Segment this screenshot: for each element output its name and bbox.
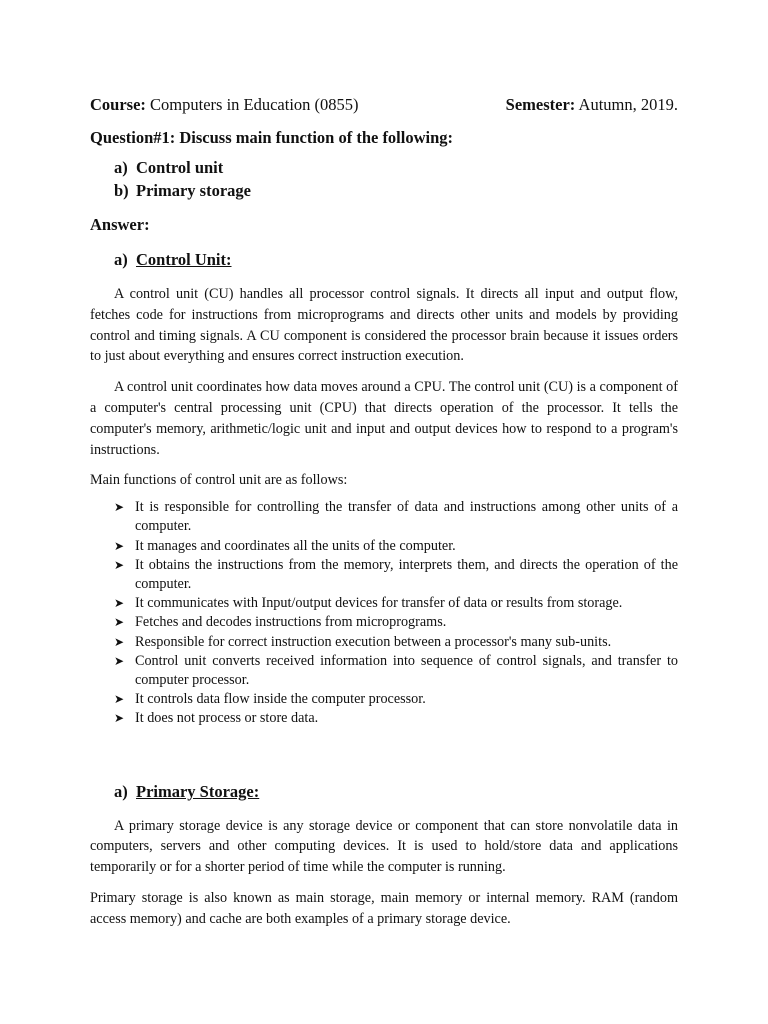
list-item-text: It communicates with Input/output devices for transfer of data or results from storage.	[135, 595, 623, 612]
list-item-text: It manages and coordinates all the units of the computer.	[135, 537, 456, 554]
functions-list	[90, 498, 678, 728]
list-item-text: Fetches and decodes instructions from microprograms.	[135, 614, 447, 631]
semester-info	[506, 93, 678, 117]
section-spacer	[90, 729, 678, 769]
course-value: Computers in Education (0855)	[145, 95, 359, 114]
list-item	[114, 613, 678, 632]
semester-label: Semester:	[505, 95, 576, 114]
functions-intro: Main functions of control unit are as follows:	[90, 472, 348, 489]
list-item-text: It is responsible for controlling the transfer of data and instructions among other units of a computer.	[135, 499, 678, 535]
list-item	[114, 594, 678, 613]
list-item	[114, 556, 678, 594]
arrow-bullet-icon: ➤	[114, 653, 125, 668]
item-label: Control unit	[136, 158, 224, 177]
arrow-bullet-icon: ➤	[114, 615, 125, 630]
list-item-text: It does not process or store data.	[135, 710, 319, 727]
control-unit-paragraph-1: A control unit (CU) handles all processor control signals. It directs all input and output flow, fetches code for instructions from microprograms and directs other units and models by providing control and timing signals. A CU component is considered the processor brain because it issues orders to just about everything and ensures correct instruction execution.	[90, 286, 678, 365]
question-heading: Question#1: Discuss main function of the following:	[90, 128, 454, 147]
question-item	[114, 179, 678, 202]
answer-heading: Answer:	[90, 215, 150, 234]
list-item	[114, 709, 678, 728]
list-item-text: It controls data flow inside the computer processor.	[135, 691, 426, 708]
arrow-bullet-icon: ➤	[114, 500, 125, 515]
arrow-bullet-icon: ➤	[114, 557, 125, 572]
control-unit-paragraph-2: A control unit coordinates how data moves around a CPU. The control unit (CU) is a component of a computer's central processing unit (CPU) that directs operation of the processor. It tells the computer's memory, arithmetic/logic unit and input and output devices how to respond to a program's instructions.	[90, 379, 678, 458]
list-item	[114, 690, 678, 709]
primary-storage-heading	[114, 780, 678, 804]
list-item-text: It obtains the instructions from the memory, interprets them, and directs the operation of the computer.	[135, 556, 678, 592]
question-item	[114, 156, 678, 179]
semester-value: Autumn, 2019.	[575, 95, 678, 114]
arrow-bullet-icon: ➤	[114, 596, 125, 611]
course-info	[90, 93, 359, 117]
item-marker: a)	[114, 158, 128, 177]
arrow-bullet-icon: ➤	[114, 711, 125, 726]
document-page	[90, 93, 678, 930]
question-items	[90, 156, 678, 202]
list-item	[114, 652, 678, 690]
list-item	[114, 498, 678, 536]
section-marker: a)	[114, 250, 128, 269]
list-item	[114, 633, 678, 652]
control-unit-heading	[114, 248, 678, 272]
arrow-bullet-icon: ➤	[114, 692, 125, 707]
section-marker: a)	[114, 781, 128, 801]
list-item-text: Control unit converts received information into sequence of control signals, and transfer to computer processor.	[135, 652, 678, 688]
item-marker: b)	[114, 181, 129, 200]
section-title: Control Unit:	[136, 250, 232, 269]
primary-storage-paragraph-2: Primary storage is also known as main storage, main memory or internal memory. RAM (random access memory) and cache are both examples of a primary storage device.	[90, 890, 678, 927]
course-header	[90, 93, 678, 117]
list-item	[114, 537, 678, 556]
primary-storage-paragraph-1: A primary storage device is any storage device or component that can store nonvolatile data in computers, servers and other computing devices. It is used to hold/store data and applications temporarily or for a shorter period of time while the computer is running.	[90, 817, 678, 876]
list-item-text: Responsible for correct instruction execution between a processor's many sub-units.	[135, 633, 612, 650]
item-label: Primary storage	[136, 181, 251, 200]
section-title: Primary Storage:	[136, 781, 260, 801]
course-label: Course:	[90, 95, 146, 114]
arrow-bullet-icon: ➤	[114, 538, 125, 553]
arrow-bullet-icon: ➤	[114, 634, 125, 649]
